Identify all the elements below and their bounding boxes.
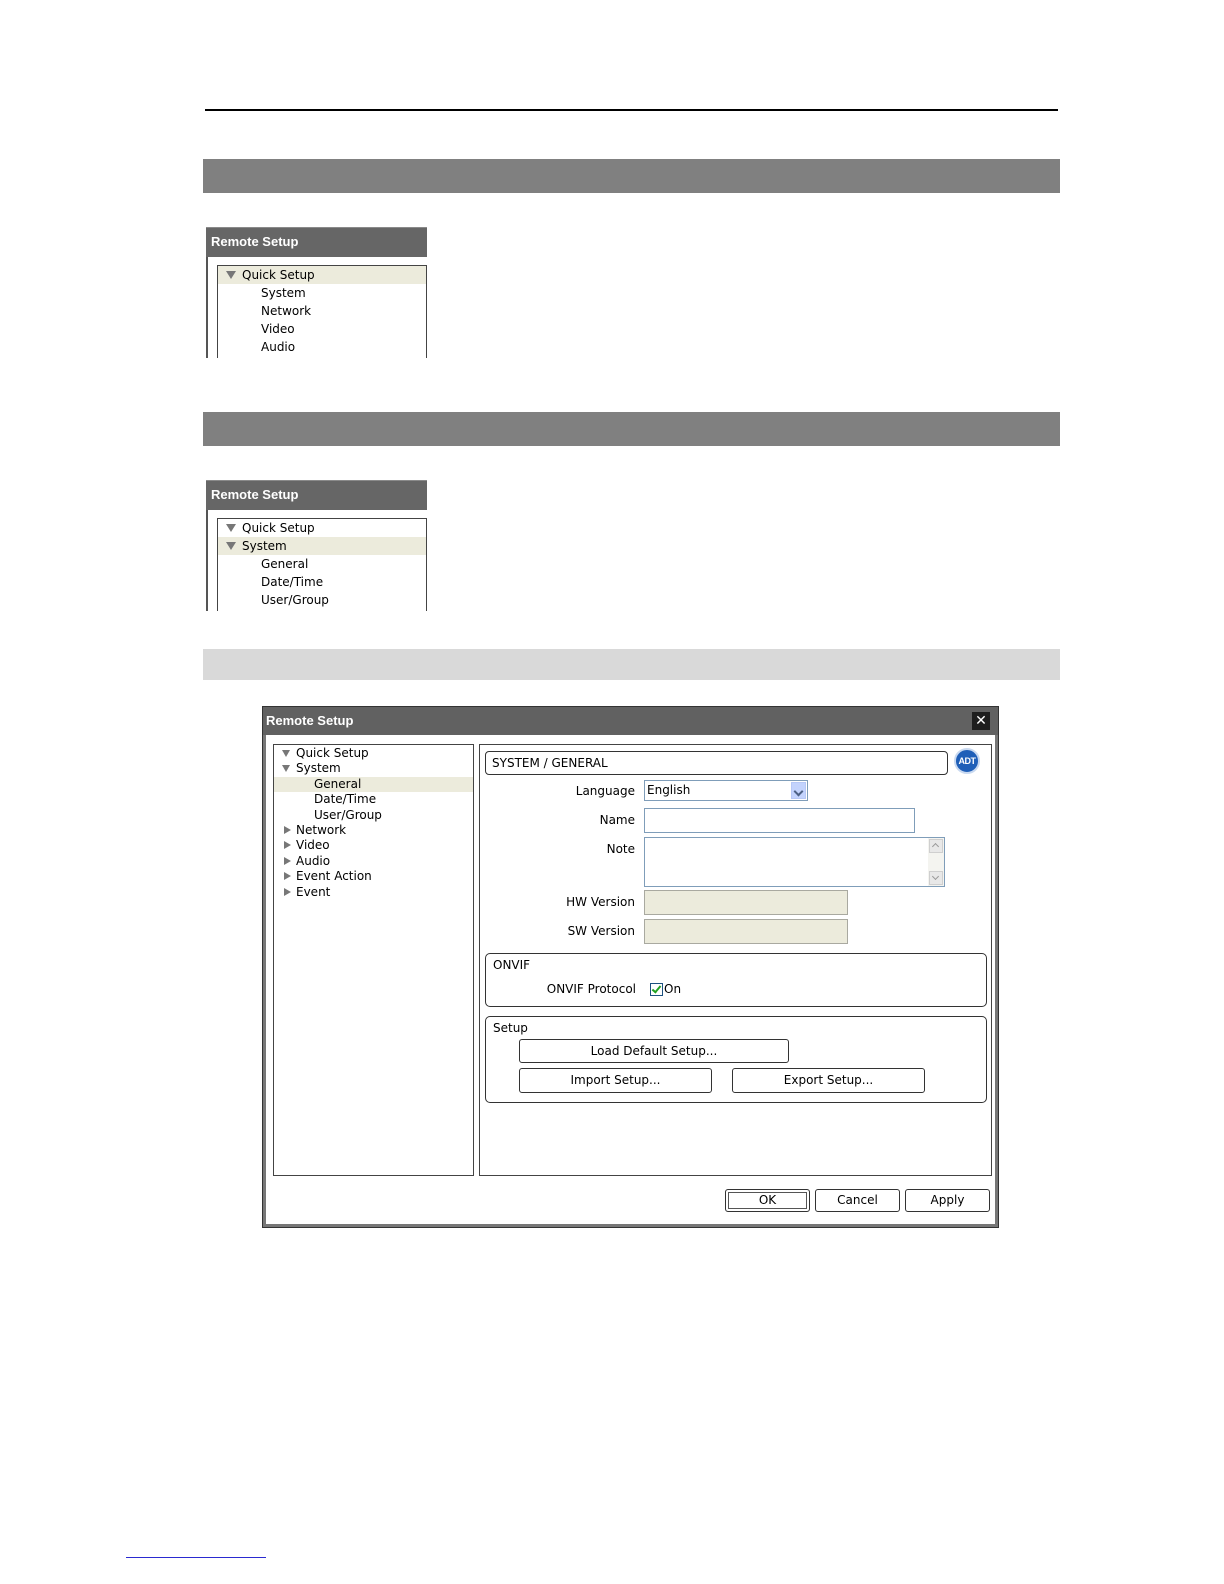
tree-item-system[interactable] [218, 284, 426, 302]
tree-item-label: Network [296, 823, 347, 837]
tree-item-label: System [296, 761, 341, 775]
dialog-frame-right [995, 735, 998, 1227]
dialog-frame-bottom [263, 1224, 998, 1227]
tree-item-video[interactable] [274, 838, 473, 853]
chevron-down-icon[interactable] [791, 782, 806, 799]
sw-version-label: SW Version [567, 924, 635, 938]
triangle-right-icon [284, 857, 291, 865]
tree-item-audio[interactable] [218, 338, 426, 356]
triangle-down-icon [226, 542, 236, 550]
tree-item-label: Date/Time [261, 575, 324, 589]
language-select[interactable] [644, 780, 808, 801]
tree-item-quick-setup[interactable] [274, 746, 473, 761]
note-scrollbar[interactable] [928, 838, 944, 886]
tree-item-quick-setup[interactable] [218, 519, 426, 537]
onvif-group-label: ONVIF [493, 958, 531, 972]
snippet-tree [217, 518, 427, 611]
tree-item-label: Audio [296, 854, 331, 868]
setup-tree [273, 744, 474, 1176]
onvif-group [485, 953, 987, 1007]
import-setup-button[interactable]: Import Setup... [519, 1068, 712, 1093]
triangle-down-icon [226, 524, 236, 532]
tree-item-general[interactable] [218, 555, 426, 573]
language-value: English [647, 783, 691, 797]
settings-panel [479, 744, 992, 1176]
tree-item-quick-setup[interactable] [218, 266, 426, 284]
tree-item-system[interactable] [274, 761, 473, 776]
tree-item-label: User/Group [261, 593, 329, 607]
tree-item-audio[interactable] [274, 854, 473, 869]
load-default-setup-button[interactable]: Load Default Setup... [519, 1039, 789, 1063]
footer-link-rule [126, 1557, 266, 1558]
tree-item-label: General [314, 777, 362, 791]
tree-item-label: Network [261, 304, 312, 318]
close-icon[interactable]: ✕ [972, 712, 990, 730]
tree-item-label: System [261, 286, 306, 300]
remote-setup-snippet-system [206, 480, 427, 611]
triangle-down-icon [282, 765, 290, 772]
tree-item-label: General [261, 557, 309, 571]
onvif-protocol-checkbox[interactable] [650, 983, 663, 996]
cancel-button[interactable]: Cancel [815, 1189, 900, 1212]
tree-item-date-time[interactable] [274, 792, 473, 807]
tree-item-event-action[interactable] [274, 869, 473, 884]
dialog-frame-left [263, 735, 266, 1227]
tree-item-label: Quick Setup [242, 521, 315, 535]
tree-item-label: Event [296, 885, 331, 899]
snippet-frame [206, 257, 208, 358]
triangle-down-icon [226, 271, 236, 279]
tree-item-label: System [242, 539, 287, 553]
tree-item-network[interactable] [218, 302, 426, 320]
panel-title: SYSTEM / GENERAL [485, 751, 948, 775]
tree-item-label: User/Group [314, 808, 382, 822]
remote-setup-snippet-quick-setup [206, 227, 427, 358]
tree-item-user-group[interactable] [274, 808, 473, 823]
hw-version-label: HW Version [566, 895, 635, 909]
language-label: Language [575, 784, 635, 798]
adt-logo: ADT [954, 748, 980, 774]
setup-group-label: Setup [493, 1021, 528, 1035]
note-field[interactable] [644, 837, 945, 887]
onvif-protocol-label: ONVIF Protocol [546, 982, 636, 996]
export-setup-button[interactable]: Export Setup... [732, 1068, 925, 1093]
tree-item-system[interactable] [218, 537, 426, 555]
tree-item-video[interactable] [218, 320, 426, 338]
tree-item-user-group[interactable] [218, 591, 426, 609]
section-band-3 [203, 649, 1060, 680]
tree-item-event[interactable] [274, 885, 473, 900]
tree-item-general[interactable] [274, 777, 473, 792]
onvif-on-label: On [664, 982, 682, 996]
remote-setup-dialog [262, 706, 999, 1228]
tree-item-network[interactable] [274, 823, 473, 838]
tree-item-label: Quick Setup [296, 746, 369, 760]
scroll-up-icon[interactable] [929, 839, 943, 853]
name-field[interactable] [644, 808, 915, 833]
tree-item-label: Event Action [296, 869, 372, 883]
tree-item-label: Video [261, 322, 295, 336]
section-band-2 [203, 412, 1060, 446]
section-band-1 [203, 159, 1060, 193]
tree-item-label: Audio [261, 340, 296, 354]
tree-item-label: Quick Setup [242, 268, 315, 282]
scroll-down-icon[interactable] [929, 871, 943, 885]
header-rule [205, 109, 1058, 111]
note-label: Note [606, 842, 635, 856]
apply-button[interactable]: Apply [905, 1189, 990, 1212]
triangle-down-icon [282, 750, 290, 757]
dialog-title: Remote Setup [263, 707, 998, 735]
name-label: Name [599, 813, 635, 827]
triangle-right-icon [284, 841, 291, 849]
triangle-right-icon [284, 888, 291, 896]
triangle-right-icon [284, 826, 291, 834]
ok-button[interactable]: OK [725, 1189, 810, 1212]
snippet-title: Remote Setup [206, 227, 427, 257]
tree-item-label: Date/Time [314, 792, 377, 806]
triangle-right-icon [284, 872, 291, 880]
snippet-tree [217, 265, 427, 358]
tree-item-date-time[interactable] [218, 573, 426, 591]
snippet-title: Remote Setup [206, 480, 427, 510]
setup-group [485, 1016, 987, 1103]
sw-version-field [644, 919, 848, 944]
tree-item-label: Video [296, 838, 330, 852]
snippet-frame [206, 510, 208, 611]
hw-version-field [644, 890, 848, 915]
